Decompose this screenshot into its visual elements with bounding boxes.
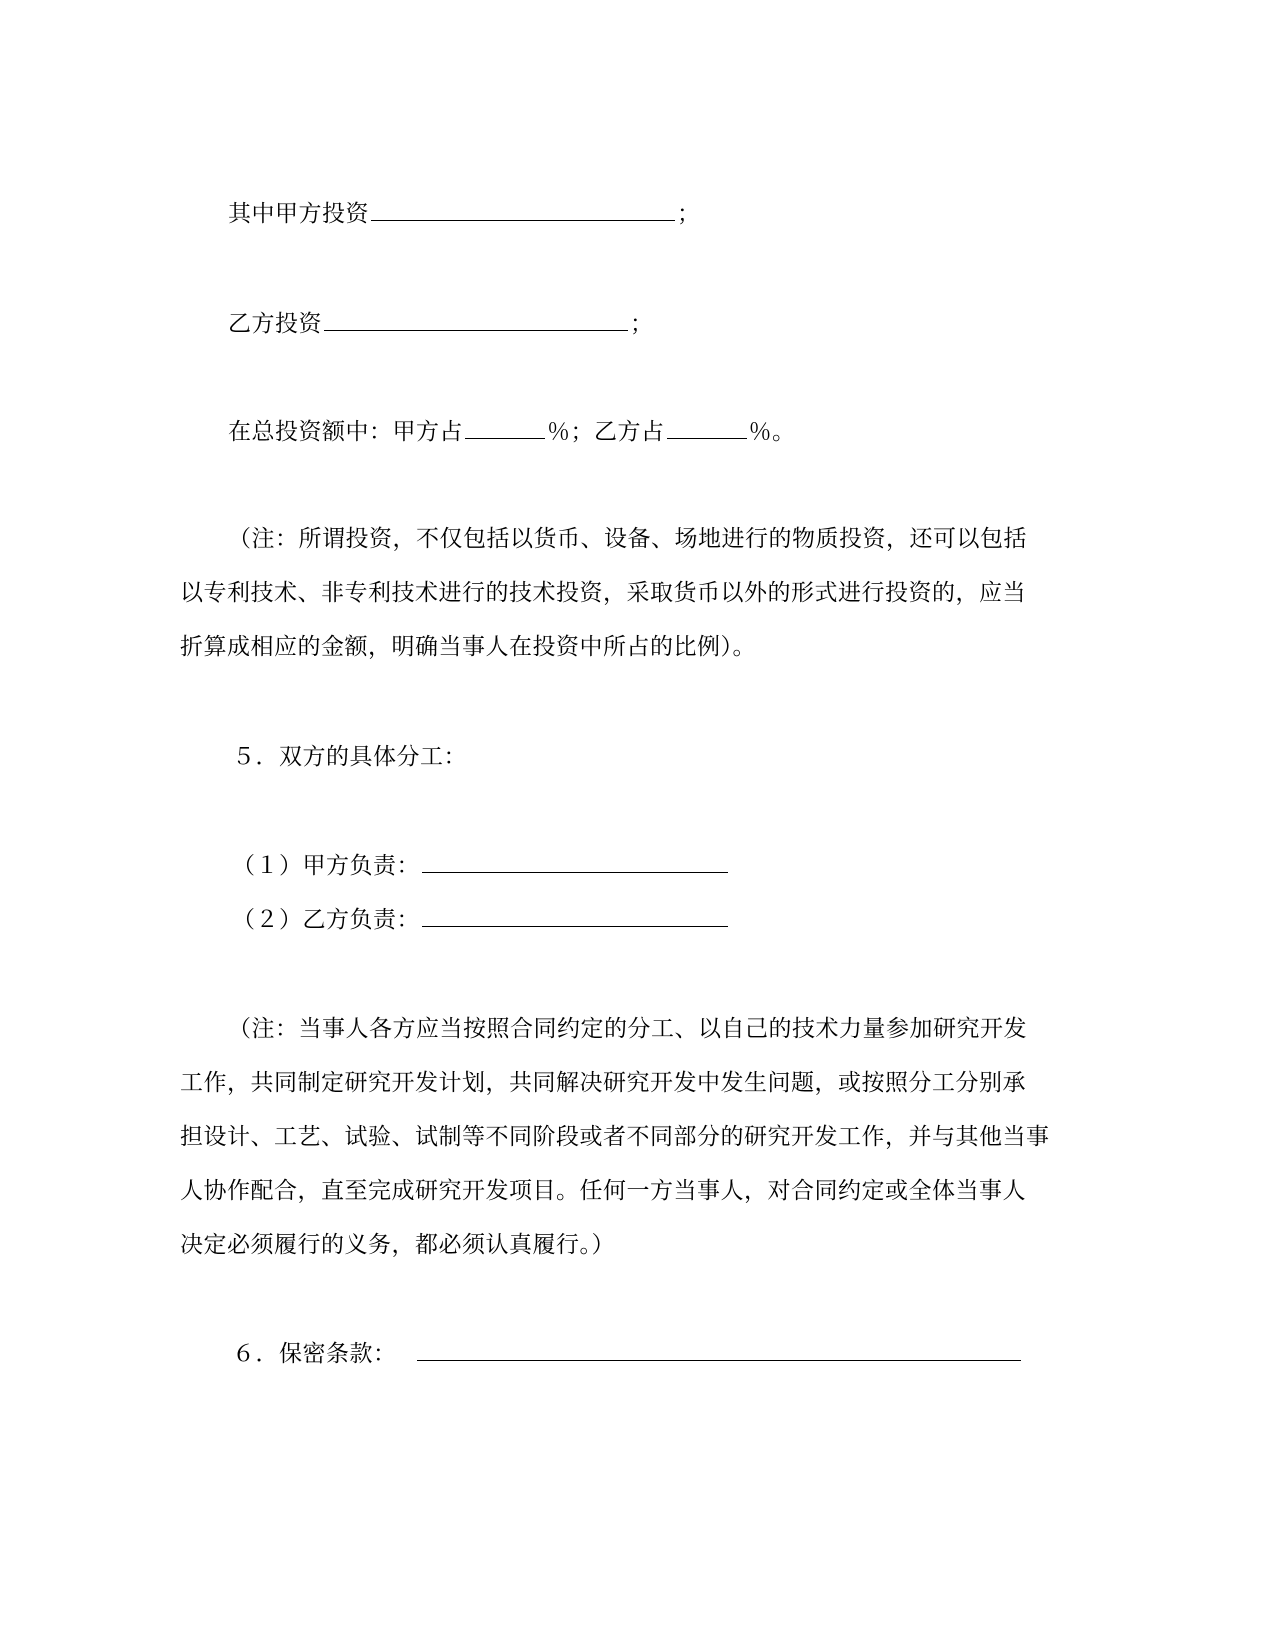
- section5-heading: ５．双方的具体分工：: [232, 744, 467, 770]
- section5-item2-blank[interactable]: [422, 904, 728, 927]
- note2-line-3: 担设计、工艺、试验、试制等不同阶段或者不同部分的研究开发工作，并与其他当事: [180, 1124, 1050, 1150]
- note2-line-2: 工作，共同制定研究开发计划，共同解决研究开发中发生问题，或按照分工分别承: [180, 1070, 1026, 1096]
- party-a-investment-blank[interactable]: [371, 198, 675, 221]
- note2-line-1: （注：当事人各方应当按照合同约定的分工、以自己的技术力量参加研究开发: [228, 1016, 1027, 1042]
- investment-ratio-line: [228, 416, 796, 447]
- note1-line-1: （注：所谓投资，不仅包括以货币、设备、场地进行的物质投资，还可以包括: [228, 526, 1027, 552]
- section5-item2-line: [232, 904, 730, 935]
- party-a-investment-end: ；: [677, 201, 701, 227]
- party-b-investment-blank[interactable]: [324, 308, 628, 331]
- party-b-ratio-blank[interactable]: [667, 416, 747, 439]
- section6-blank[interactable]: [417, 1338, 1021, 1361]
- note2-line-4: 人协作配合，直至完成研究开发项目。任何一方当事人，对合同约定或全体当事人: [180, 1178, 1026, 1204]
- party-a-ratio-blank[interactable]: [465, 416, 545, 439]
- party-b-investment-line: [228, 308, 654, 339]
- section5-item1-line: [232, 850, 730, 881]
- note1-line-3: 折算成相应的金额，明确当事人在投资中所占的比例）。: [180, 634, 756, 660]
- ratio-mid: ％；乙方占: [547, 419, 665, 445]
- note1-line-2: 以专利技术、非专利技术进行的技术投资，采取货币以外的形式进行投资的，应当: [180, 580, 1026, 606]
- party-a-investment-label: 其中甲方投资: [228, 201, 369, 227]
- section6-heading: ６．保密条款：: [232, 1341, 397, 1367]
- ratio-prefix: 在总投资额中：甲方占: [228, 419, 463, 445]
- party-b-investment-label: 乙方投资: [228, 311, 322, 337]
- section5-item1-label: （１）甲方负责：: [232, 853, 420, 879]
- section5-item2-label: （２）乙方负责：: [232, 907, 420, 933]
- party-b-investment-end: ；: [630, 311, 654, 337]
- section6-line: [232, 1338, 1023, 1369]
- section5-item1-blank[interactable]: [422, 850, 728, 873]
- party-a-investment-line: [228, 198, 701, 229]
- note2-line-5: 决定必须履行的义务，都必须认真履行。）: [180, 1232, 615, 1258]
- ratio-end: ％。: [748, 419, 796, 445]
